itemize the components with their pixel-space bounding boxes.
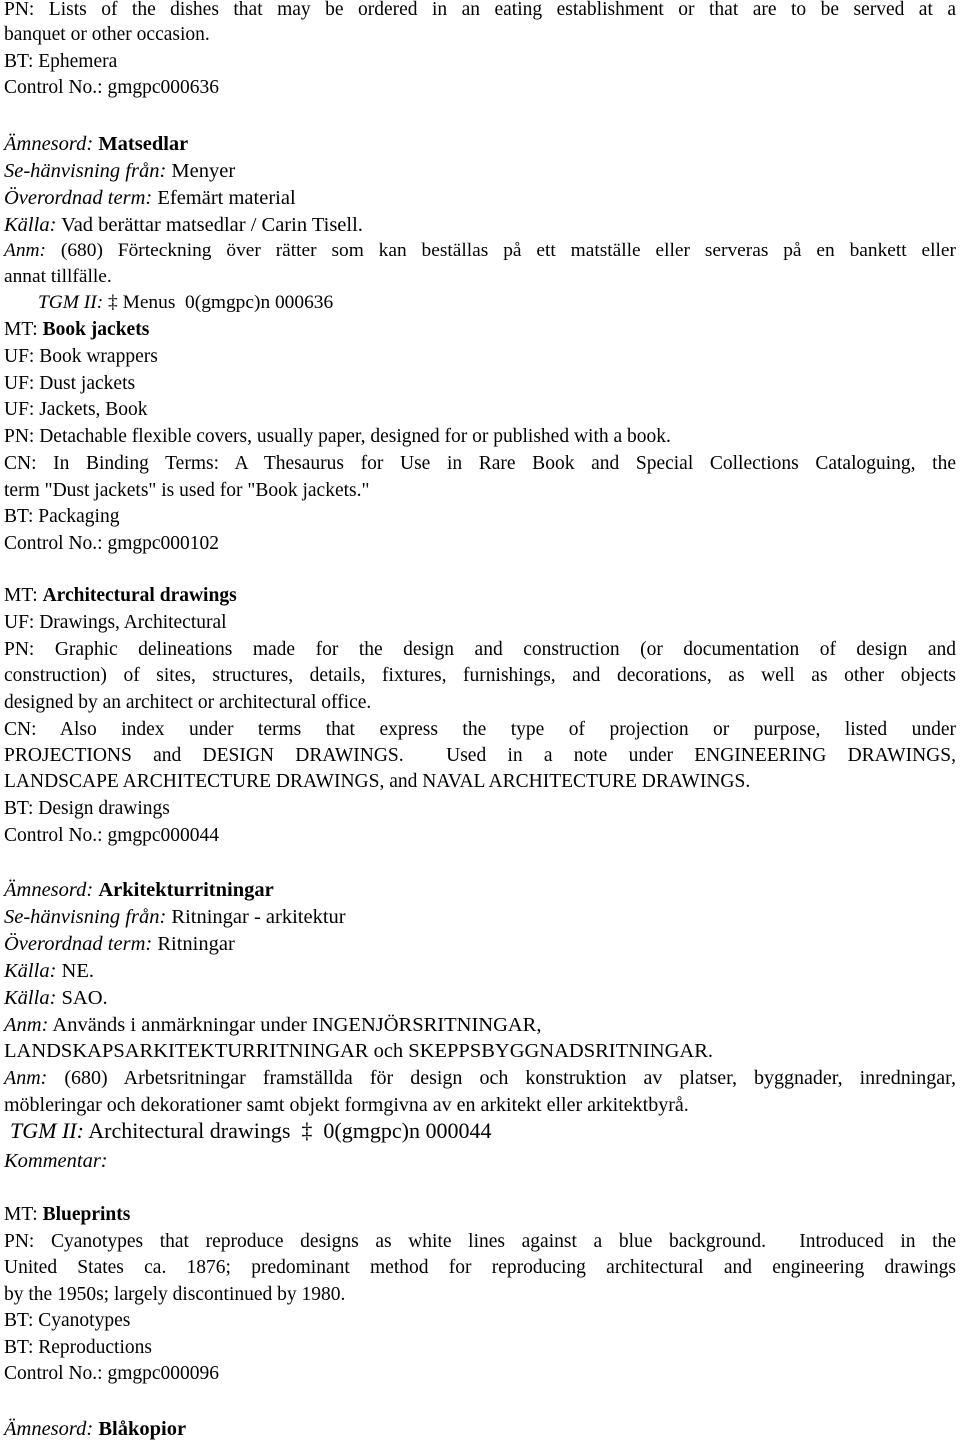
- subject-heading: Arkitekturritningar: [98, 879, 274, 901]
- field-label: Källa:: [4, 960, 57, 982]
- main-term-line: MT: Book jackets: [4, 319, 150, 340]
- main-term-line: MT: Blueprints: [4, 1204, 131, 1225]
- field-label: Överordnad term:: [4, 933, 153, 955]
- subject-heading-line: [4, 132, 188, 156]
- see-reference-line: Se-hänvisning från: Menyer: [4, 160, 236, 182]
- cataloger-note-line: CN: In Binding Terms: A Thesaurus for Use in Rare Book and Special Collections Cataloguing, the: [4, 453, 956, 474]
- field-label: Se-hänvisning från:: [4, 160, 167, 182]
- field-label: Ämnesord:: [4, 879, 94, 901]
- tgm-line: TGM II: Architectural drawings ‡ 0(gmgpc)n 000044: [10, 1118, 492, 1143]
- tgm-line: TGM II: ‡ Menus 0(gmgpc)n 000636: [38, 292, 334, 313]
- control-number: Control No.: gmgpc000096: [4, 1363, 220, 1384]
- field-label: Källa:: [4, 214, 57, 236]
- note-line: Anm: Används i anmärkningar under INGENJÖRSRITNINGAR,: [4, 1014, 542, 1036]
- used-for-term: UF: Book wrappers: [4, 346, 158, 367]
- note-line: Anm: (680) Arbetsritningar framställda för design och konstruktion av platser, byggnader, inredningar,: [4, 1067, 957, 1089]
- control-number: Control No.: gmgpc000636: [4, 77, 220, 98]
- field-label: Anm:: [4, 1067, 48, 1089]
- scope-note-line: designed by an architect or architectural office.: [4, 692, 372, 713]
- see-reference-line: Se-hänvisning från: Ritningar - arkitektur: [4, 906, 346, 928]
- field-label: TGM II:: [38, 292, 104, 313]
- main-term: Architectural drawings: [42, 585, 237, 606]
- scope-note-line: banquet or other occasion.: [4, 24, 210, 45]
- broader-term-line: Överordnad term: Ritningar: [4, 933, 235, 955]
- broader-term: BT: Cyanotypes: [4, 1310, 131, 1331]
- scope-note-line: United States ca. 1876; predominant method for reproducing architectural and engineering drawings: [4, 1257, 956, 1278]
- scope-note-line: by the 1950s; largely discontinued by 1980.: [4, 1284, 346, 1305]
- cataloger-note-line: LANDSCAPE ARCHITECTURE DRAWINGS, and NAVAL ARCHITECTURE DRAWINGS.: [4, 771, 751, 792]
- comment-line: [4, 1149, 108, 1173]
- main-term-line: MT: Architectural drawings: [4, 585, 237, 606]
- subject-heading: Blåkopior: [98, 1418, 187, 1440]
- subject-heading: Matsedlar: [98, 133, 189, 155]
- field-label: TGM II:: [10, 1118, 84, 1143]
- scope-note-line: PN: Detachable flexible covers, usually paper, designed for or published with a book.: [4, 426, 671, 447]
- field-label: Anm:: [4, 240, 47, 261]
- cataloger-note-line: PROJECTIONS and DESIGN DRAWINGS. Used in a note under ENGINEERING DRAWINGS,: [4, 745, 956, 766]
- field-label: Kommentar:: [4, 1150, 108, 1172]
- main-term: Book jackets: [42, 319, 150, 340]
- note-line: LANDSKAPSARKITEKTURRITNINGAR och SKEPPSBYGGNADSRITNINGAR.: [4, 1040, 713, 1062]
- broader-term: BT: Ephemera: [4, 51, 118, 72]
- source-line: Källa: Vad berättar matsedlar / Carin Tisell.: [4, 214, 363, 236]
- field-label: Ämnesord:: [4, 133, 94, 155]
- source-line: Källa: SAO.: [4, 987, 108, 1009]
- broader-term: BT: Packaging: [4, 506, 120, 527]
- scope-note-line: PN: Lists of the dishes that may be ordered in an eating establishment or that are to be served at a: [4, 0, 956, 20]
- note-line: annat tillfälle.: [4, 266, 112, 287]
- control-number: Control No.: gmgpc000044: [4, 825, 220, 846]
- main-term: Blueprints: [42, 1204, 131, 1225]
- source-line: Källa: NE.: [4, 960, 94, 982]
- subject-heading-line: [4, 878, 274, 902]
- used-for-term: UF: Jackets, Book: [4, 399, 148, 420]
- broader-term: BT: Reproductions: [4, 1337, 152, 1358]
- scope-note-line: construction) of sites, structures, details, fixtures, furnishings, and decorations, as well as other objects: [4, 665, 956, 686]
- field-label: Överordnad term:: [4, 187, 153, 209]
- control-number: Control No.: gmgpc000102: [4, 533, 220, 554]
- note-line: Anm: (680) Förteckning över rätter som kan beställas på ett matställe eller serveras på en bankett eller: [4, 240, 956, 261]
- field-label: Källa:: [4, 987, 57, 1009]
- broader-term: BT: Design drawings: [4, 798, 170, 819]
- field-label: Se-hänvisning från:: [4, 906, 167, 928]
- used-for-term: UF: Dust jackets: [4, 373, 136, 394]
- field-label: Ämnesord:: [4, 1418, 94, 1440]
- subject-heading-line: [4, 1417, 186, 1441]
- cataloger-note-line: term "Dust jackets" is used for "Book jackets.": [4, 480, 370, 501]
- field-label: Anm:: [4, 1014, 49, 1036]
- broader-term-line: Överordnad term: Efemärt material: [4, 187, 296, 209]
- used-for-term: UF: Drawings, Architectural: [4, 612, 227, 633]
- scope-note-line: PN: Cyanotypes that reproduce designs as white lines against a blue background. Introduced in the: [4, 1231, 956, 1252]
- scope-note-line: PN: Graphic delineations made for the design and construction (or documentation of design and: [4, 639, 956, 660]
- cataloger-note-line: CN: Also index under terms that express the type of projection or purpose, listed under: [4, 719, 956, 740]
- note-line: möbleringar och dekorationer samt objekt formgivna av en arkitekt eller arkitektbyrå.: [4, 1094, 689, 1116]
